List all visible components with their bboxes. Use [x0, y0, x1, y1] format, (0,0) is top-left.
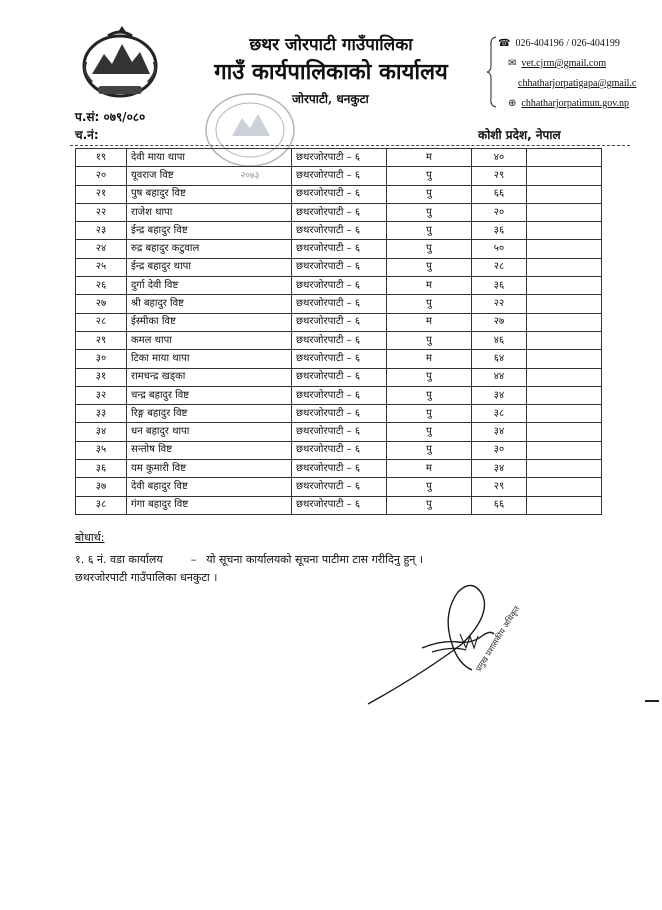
remarks-cell [527, 167, 602, 185]
address-cell: छथरजोरपाटी – ६ [292, 405, 387, 423]
remarks-cell [527, 277, 602, 295]
age-cell: ३० [472, 441, 527, 459]
name-cell: ईन्द्र बहादुर थापा [127, 258, 292, 276]
remarks-cell [527, 331, 602, 349]
table-row [76, 185, 602, 203]
table-row [76, 203, 602, 221]
address-cell: छथरजोरपाटी – ६ [292, 149, 387, 167]
table-row [76, 222, 602, 240]
serial-number-cell: २९ [76, 331, 127, 349]
address-cell: छथरजोरपाटी – ६ [292, 441, 387, 459]
gender-cell: पु [387, 423, 472, 441]
remarks-cell [527, 386, 602, 404]
bodharth-label: बोधार्थ: [75, 531, 105, 544]
gender-cell: पु [387, 405, 472, 423]
table-row [76, 386, 602, 404]
address-cell: छथरजोरपाटी – ६ [292, 423, 387, 441]
remarks-cell [527, 350, 602, 368]
stamp-year: २०७३ [240, 171, 260, 181]
name-cell: राजेश थापा [127, 203, 292, 221]
address-cell: छथरजोरपाटी – ६ [292, 331, 387, 349]
cc-instruction: यो सूचना कार्यालयको सूचना पाटीमा टास गरीदिनु हुन् । [206, 553, 424, 566]
gender-cell: पु [387, 167, 472, 185]
address-cell: छथरजोरपाटी – ६ [292, 313, 387, 331]
table-row [76, 149, 602, 167]
remarks-cell [527, 478, 602, 496]
table-row [76, 405, 602, 423]
name-cell: दुर्गा देवी विष्ट [127, 277, 292, 295]
serial-number-cell: २७ [76, 295, 127, 313]
age-cell: ६६ [472, 496, 527, 514]
gender-cell: पु [387, 222, 472, 240]
dispatch-number: च.नं: [75, 128, 99, 142]
table-row [76, 478, 602, 496]
phone-icon: ☎ [498, 38, 511, 49]
globe-icon: ⊕ [508, 98, 517, 109]
remarks-cell [527, 496, 602, 514]
name-cell: रुद्र बहादुर कटुवाल [127, 240, 292, 258]
cc-dash: – [190, 553, 197, 566]
serial-number-cell: ३६ [76, 460, 127, 478]
address-cell: छथरजोरपाटी – ६ [292, 222, 387, 240]
name-cell: ईन्द्र बहादुर विष्ट [127, 222, 292, 240]
table-row [76, 331, 602, 349]
age-cell: २८ [472, 258, 527, 276]
age-cell: ३४ [472, 423, 527, 441]
age-cell: २० [472, 203, 527, 221]
address-cell: छथरजोरपाटी – ६ [292, 460, 387, 478]
gender-cell: पु [387, 240, 472, 258]
age-cell: ६४ [472, 350, 527, 368]
serial-number-cell: २२ [76, 203, 127, 221]
table-row [76, 441, 602, 459]
age-cell: ३४ [472, 386, 527, 404]
age-cell: ६६ [472, 185, 527, 203]
address-cell: छथरजोरपाटी – ६ [292, 478, 387, 496]
serial-number-cell: २५ [76, 258, 127, 276]
remarks-cell [527, 149, 602, 167]
age-cell: २९ [472, 478, 527, 496]
gender-cell: म [387, 460, 472, 478]
remarks-cell [527, 185, 602, 203]
serial-number-cell: ३७ [76, 478, 127, 496]
address-cell: छथरजोरपाटी – ६ [292, 185, 387, 203]
header-divider [70, 145, 630, 146]
cc-line-2: छथरजोरपाटी गाउँपालिका धनकुटा । [75, 571, 218, 584]
website-link[interactable]: chhatharjorpatimun.gov.np [521, 98, 630, 109]
name-cell: यूवराज विष्ट [127, 167, 292, 185]
gender-cell: म [387, 350, 472, 368]
serial-number-cell: २० [76, 167, 127, 185]
municipality-name: छथर जोरपाटी गाउँपालिका [249, 35, 413, 55]
table-row [76, 496, 602, 514]
name-cell: गंगा बहादुर विष्ट [127, 496, 292, 514]
person-list-table [75, 148, 602, 515]
cc-recipient: १. ६ नं. वडा कार्यालय [75, 553, 163, 566]
gender-cell: पु [387, 386, 472, 404]
serial-number-cell: २१ [76, 185, 127, 203]
gender-cell: पु [387, 185, 472, 203]
brace-icon [486, 36, 498, 108]
table-row [76, 368, 602, 386]
table-row [76, 258, 602, 276]
email-link-secondary[interactable]: chhatharjorpatigapa@gmail.c [518, 78, 637, 89]
table-body [76, 149, 602, 515]
name-cell: देवी माया थापा [127, 149, 292, 167]
remarks-cell [527, 368, 602, 386]
table-row [76, 295, 602, 313]
table-row [76, 167, 602, 185]
remarks-cell [527, 258, 602, 276]
serial-number-cell: २४ [76, 240, 127, 258]
serial-number-cell: २६ [76, 277, 127, 295]
gender-cell: म [387, 149, 472, 167]
table-row [76, 313, 602, 331]
email-icon: ✉ [508, 58, 517, 69]
gender-cell: पु [387, 368, 472, 386]
gender-cell: पु [387, 295, 472, 313]
address-cell: छथरजोरपाटी – ६ [292, 258, 387, 276]
name-cell: देवी बहादुर विष्ट [127, 478, 292, 496]
age-cell: ४० [472, 149, 527, 167]
remarks-cell [527, 460, 602, 478]
name-cell: रिङ्ग बहादुर विष्ट [127, 405, 292, 423]
address-cell: छथरजोरपाटी – ६ [292, 350, 387, 368]
office-address: जोरपाटी, धनकुटा [292, 92, 369, 106]
table-row [76, 350, 602, 368]
remarks-cell [527, 240, 602, 258]
age-cell: ४४ [472, 368, 527, 386]
province-label: कोशी प्रदेश, नेपाल [478, 128, 561, 142]
remarks-cell [527, 222, 602, 240]
address-cell: छथरजोरपाटी – ६ [292, 295, 387, 313]
name-cell: ईस्मीका विष्ट [127, 313, 292, 331]
gender-cell: पु [387, 331, 472, 349]
gender-cell: पु [387, 203, 472, 221]
gender-cell: पु [387, 496, 472, 514]
serial-number-cell: ३२ [76, 386, 127, 404]
remarks-cell [527, 423, 602, 441]
edge-mark [645, 700, 659, 702]
gender-cell: पु [387, 441, 472, 459]
age-cell: २२ [472, 295, 527, 313]
signature-title: प्रमुख प्रशासकीय अधिकृत [474, 604, 522, 674]
name-cell: धन बहादुर थापा [127, 423, 292, 441]
office-name: गाउँ कार्यपालिकाको कार्यालय [214, 59, 448, 85]
address-cell: छथरजोरपाटी – ६ [292, 240, 387, 258]
gender-cell: पु [387, 258, 472, 276]
serial-number-cell: ३४ [76, 423, 127, 441]
age-cell: ३४ [472, 460, 527, 478]
age-cell: ४६ [472, 331, 527, 349]
contact-block [498, 34, 636, 114]
name-cell: सन्तोष विष्ट [127, 441, 292, 459]
remarks-cell [527, 203, 602, 221]
serial-number-cell: १९ [76, 149, 127, 167]
cc-line-1 [75, 552, 423, 567]
table-row [76, 277, 602, 295]
address-cell: छथरजोरपाटी – ६ [292, 167, 387, 185]
name-cell: रामचन्द्र खड्का [127, 368, 292, 386]
name-cell: चन्द्र बहादुर विष्ट [127, 386, 292, 404]
address-cell: छथरजोरपाटी – ६ [292, 496, 387, 514]
gender-cell: पु [387, 478, 472, 496]
serial-number-cell: २८ [76, 313, 127, 331]
serial-number-cell: २३ [76, 222, 127, 240]
serial-number-cell: ३१ [76, 368, 127, 386]
signature-icon [362, 574, 542, 712]
name-cell: यम कुमारी विष्ट [127, 460, 292, 478]
address-cell: छथरजोरपाटी – ६ [292, 203, 387, 221]
age-cell: २७ [472, 313, 527, 331]
address-cell: छथरजोरपाटी – ६ [292, 277, 387, 295]
email-link-primary[interactable]: vet.cjrm@gmail.com [521, 58, 607, 69]
address-cell: छथरजोरपाटी – ६ [292, 386, 387, 404]
name-cell: पुष बहादुर विष्ट [127, 185, 292, 203]
remarks-cell [527, 405, 602, 423]
remarks-cell [527, 313, 602, 331]
age-cell: ५० [472, 240, 527, 258]
address-cell: छथरजोरपाटी – ६ [292, 368, 387, 386]
name-cell: श्री बहादुर विष्ट [127, 295, 292, 313]
age-cell: २९ [472, 167, 527, 185]
age-cell: ३६ [472, 277, 527, 295]
table-row [76, 460, 602, 478]
name-cell: कमल थापा [127, 331, 292, 349]
name-cell: टिका माया थापा [127, 350, 292, 368]
phone-numbers: 026-404196 / 026-404199 [515, 38, 620, 49]
age-cell: ३६ [472, 222, 527, 240]
remarks-cell [527, 295, 602, 313]
reference-number: प.सं: ०७९/०८० [75, 110, 146, 124]
serial-number-cell: ३८ [76, 496, 127, 514]
remarks-cell [527, 441, 602, 459]
table-row [76, 240, 602, 258]
table-row [76, 423, 602, 441]
gender-cell: म [387, 313, 472, 331]
serial-number-cell: ३३ [76, 405, 127, 423]
serial-number-cell: ३५ [76, 441, 127, 459]
serial-number-cell: ३० [76, 350, 127, 368]
gender-cell: म [387, 277, 472, 295]
age-cell: ३८ [472, 405, 527, 423]
